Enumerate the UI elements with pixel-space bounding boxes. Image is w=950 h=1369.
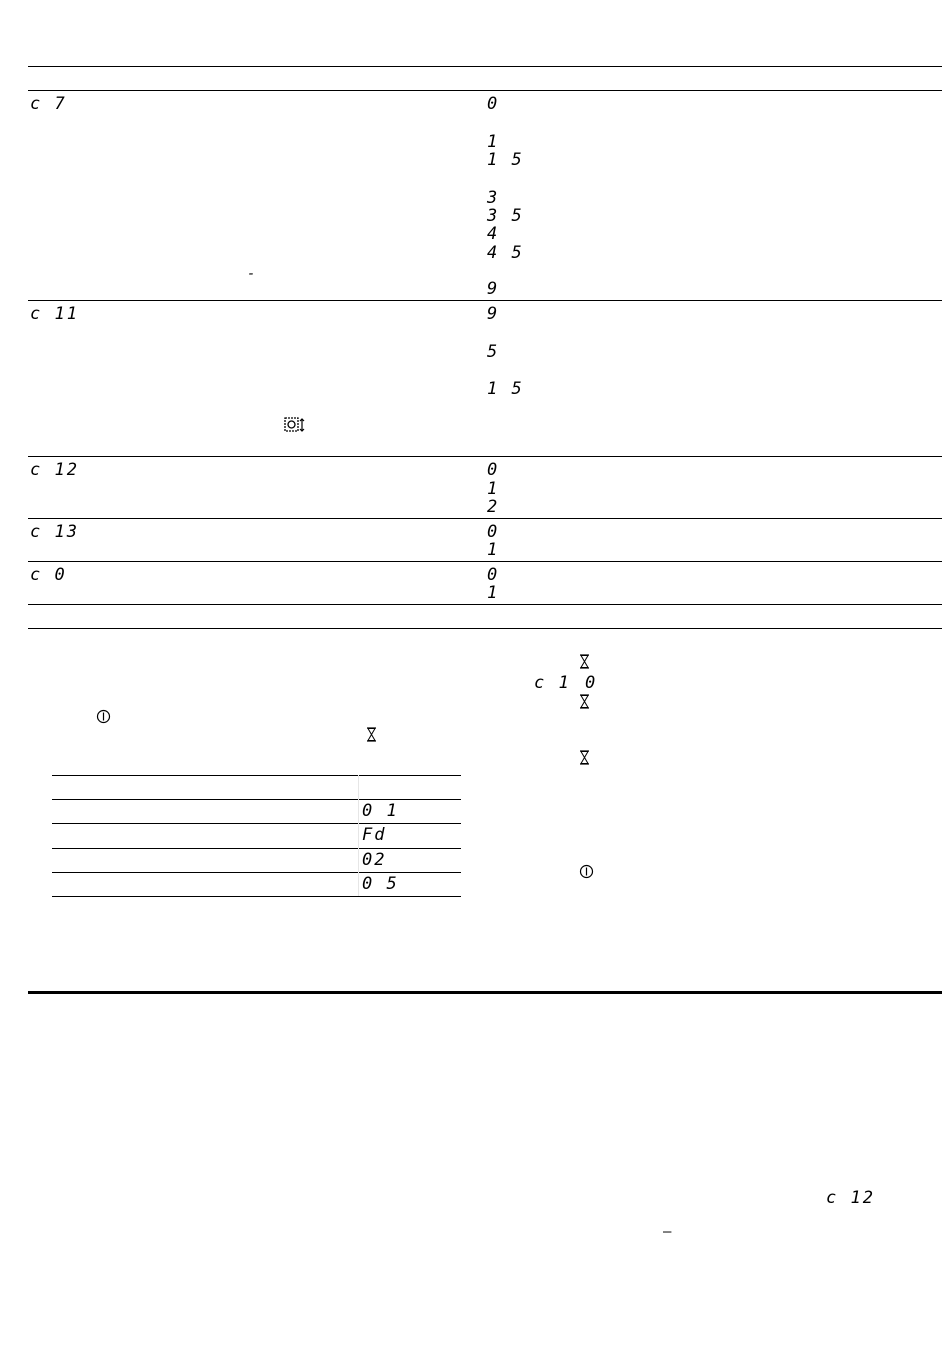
setting-value: 4 [487, 224, 500, 244]
setting-value: 1 [487, 479, 500, 499]
section-rule [28, 628, 942, 629]
test-table-rule [52, 872, 461, 873]
row-divider [28, 561, 942, 562]
test-table-rule [52, 848, 461, 849]
setting-code-c12: c 12 [826, 1188, 875, 1208]
setting-value: 1 [487, 583, 500, 603]
setting-code-c11: c 11 [30, 304, 79, 324]
setting-value: 0 [585, 673, 598, 693]
setting-value: 1 5 [487, 150, 524, 170]
setting-value: 1 5 [487, 379, 524, 399]
setting-value: 4 5 [487, 243, 524, 263]
setting-code-c13: c 13 [30, 522, 79, 542]
test-value: Fd [362, 825, 387, 845]
setting-code-c1: c 1 [534, 673, 571, 693]
setting-code-c12: c 12 [30, 460, 79, 480]
row-divider [28, 518, 942, 519]
section-divider [28, 991, 942, 994]
setting-value: 0 [487, 522, 500, 542]
setting-value: 5 [487, 342, 500, 362]
power-icon [579, 864, 594, 883]
test-table-column-divider [358, 775, 359, 896]
setting-value: 9 [487, 304, 500, 324]
table-top-rule [28, 66, 942, 67]
setting-value: 2 [487, 497, 500, 517]
timer-icon [579, 750, 590, 769]
power-icon [96, 709, 111, 728]
test-value: 02 [362, 850, 387, 870]
table-header-rule [28, 90, 942, 91]
row-divider [28, 300, 942, 301]
test-table-rule [52, 823, 461, 824]
setting-value: 1 [487, 132, 500, 152]
sensor-frame-icon [284, 417, 306, 437]
setting-code-c7: c 7 [30, 94, 67, 114]
row-divider [28, 604, 942, 605]
timer-icon [366, 727, 377, 746]
setting-value: 0 [487, 94, 500, 114]
dash-mark: - [247, 266, 258, 282]
timer-icon [579, 654, 590, 673]
dash-mark: — [663, 1224, 674, 1240]
row-divider [28, 456, 942, 457]
test-table-rule [52, 775, 461, 776]
setting-value: 0 [487, 565, 500, 585]
test-value: 0 1 [362, 801, 399, 821]
setting-value: 1 [487, 540, 500, 560]
timer-icon [579, 694, 590, 713]
setting-value: 3 5 [487, 206, 524, 226]
setting-value: 0 [487, 460, 500, 480]
test-table-rule [52, 799, 461, 800]
test-value: 0 5 [362, 874, 399, 894]
test-table-rule [52, 896, 461, 897]
setting-value: 9 [487, 279, 500, 299]
setting-code-c0: c 0 [30, 565, 67, 585]
setting-value: 3 [487, 188, 500, 208]
